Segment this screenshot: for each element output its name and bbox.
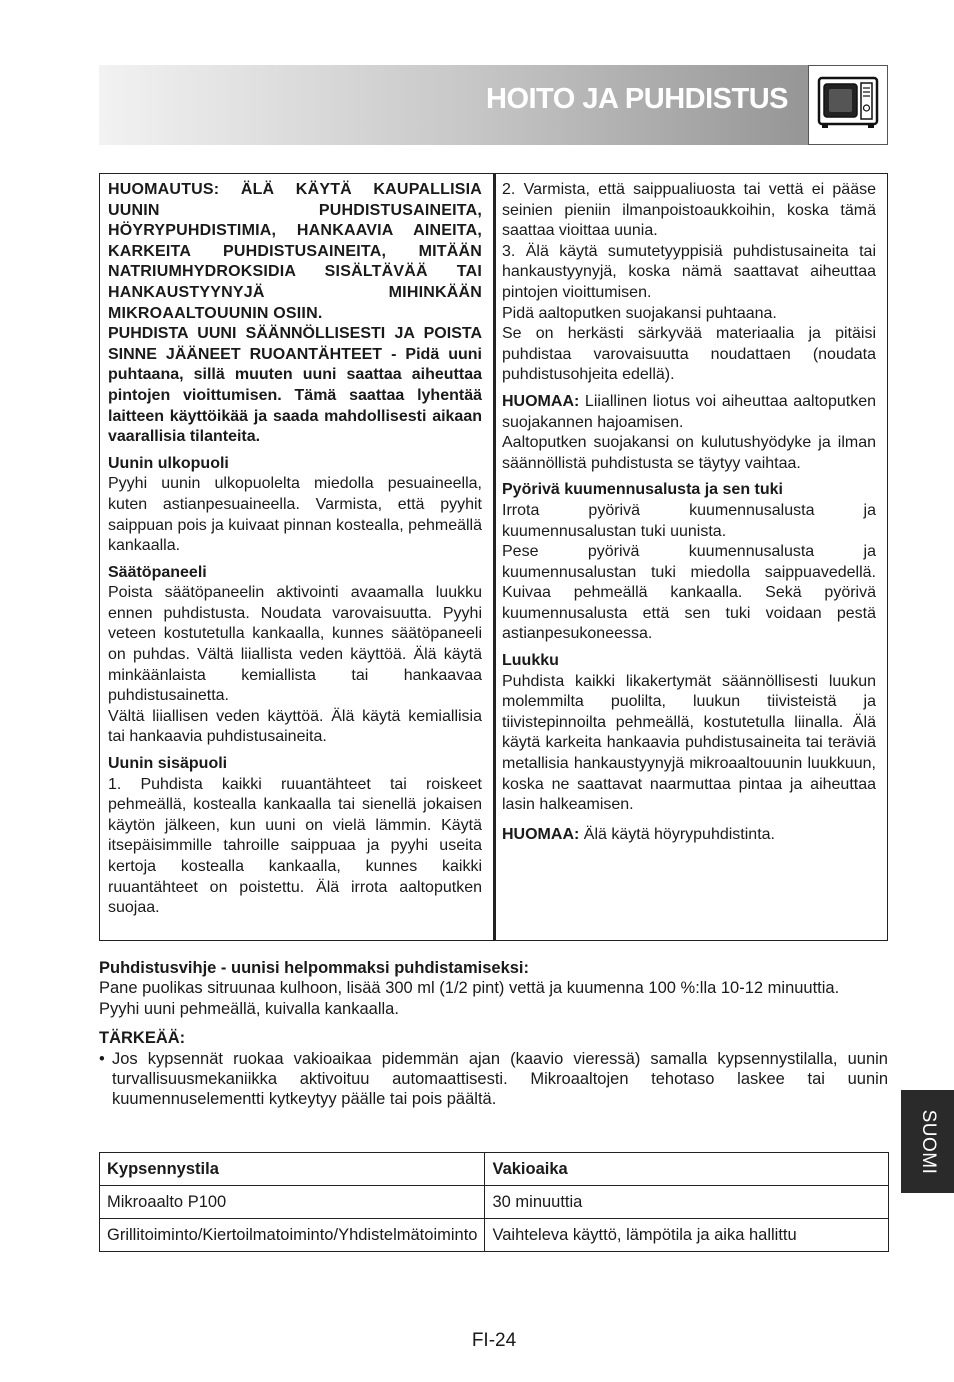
table-row: [100, 1219, 889, 1252]
note-cover-consumable: Aaltoputken suojakansi on kulutushyödyke ja ilman säännöllistä puhdistusta se täytyy vaihtaa.: [502, 434, 876, 472]
left-column: [108, 180, 482, 919]
table-header-mode: Kypsennystila: [100, 1153, 485, 1186]
note-label: HUOMAA:: [502, 825, 580, 843]
door-text: Puhdista kaikki likakertymät säännöllisesti luukun molemmilta puolilta, luukun tiivisteistä ja tiivistepinnoilta pehmeällä, kostutetulla liinalla. Älä käytä karkeita hankaavia puhdistusaineita tai teräviä metallisia hankaustyynyjä mikroaaltouunin luukkuun, koska ne saattavat naarmuttaa pintaa ja aiheuttaa lasin halkeamisen.: [502, 672, 876, 814]
table-row: [100, 1186, 889, 1219]
page-title: HOITO JA PUHDISTUS: [486, 83, 788, 115]
important-bullet-item: [99, 1049, 888, 1110]
cleaning-tip-section: [99, 958, 888, 1110]
interior-text-2: 2. Varmista, että saippualiuosta tai vettä ei pääse seinien pieniin ilmanpoistoaukkoihin, koska tämä saattaa vioittaa uunia.: [502, 181, 876, 240]
interior-text-4: Pidä aaltoputken suojakansi puhtaana.: [502, 304, 777, 322]
cooking-mode-table: [99, 1152, 889, 1252]
note-label: HUOMAA:: [502, 392, 580, 410]
column-divider: [493, 174, 496, 940]
note-soaking: [502, 392, 876, 433]
turntable-text-1: Irrota pyörivä kuumennusalusta ja kuumennusalustan tuki uunista.: [502, 501, 876, 540]
section-title-control-panel: Säätöpaneeli: [108, 563, 207, 581]
tip-title: Puhdistusvihje - uunisi helpommaksi puhdistamiseksi:: [99, 959, 530, 977]
tip-text-2: Pyyhi uuni pehmeällä, kuivalla kankaalla.: [99, 999, 399, 1018]
cleaning-instructions-box: [99, 173, 888, 941]
control-panel-text-1: Poista säätöpaneelin aktivointi avaamalla luukku ennen puhdistusta. Noudata varovaisuutta. Pyyhi veteen kostutetulla kankaalla, kunnes säätöpaneeli on puhdas. Vältä liiallista veden käyttöä. Älä käytä minkäänlaista kemiallista tai hankaavaa puhdistusainetta.: [108, 584, 482, 705]
interior-text-5: Se on herkästi särkyvää materiaalia ja pitäisi puhdistaa varovaisuutta noudattaen (noudata puhdistusohjeita edellä).: [502, 325, 876, 384]
interior-text-1: 1. Puhdista kaikki ruuantähteet tai roiskeet pehmeällä, kostealla kankaalla tai sienellä jokaisen käytön jälkeen, kun uuni on vielä lämmin. Käytä itsepäisimmille tahroille saippuaa ja pyyhi useita kertoja kostealla kankaalla, kunnes kaikki ruuantähteet on poistettu. Älä irrota aaltoputken suojaa.: [108, 775, 482, 917]
section-title-turntable: Pyörivä kuumennusalusta ja sen tuki: [502, 481, 783, 499]
tip-text-1: Pane puolikas sitruunaa kulhoon, lisää 300 ml (1/2 pint) vettä ja kuumenna 100 %:lla 10-12 minuuttia.: [99, 979, 840, 998]
note-steam-cleaner: [502, 825, 876, 846]
page-number: FI-24: [471, 1330, 517, 1351]
table-header-row: [100, 1153, 889, 1186]
table-header-time: Vakioaika: [485, 1153, 889, 1186]
note-soaking-text: Liiallinen liotus voi aiheuttaa aaltoputken suojakannen hajoamisen.: [502, 392, 876, 431]
section-title-door: Luukku: [502, 652, 559, 670]
warning-clean-regularly: PUHDISTA UUNI SÄÄNNÖLLISESTI JA POISTA SINNE JÄÄNEET RUOANTÄHTEET - Pidä uuni puhtaana, sillä muuten uuni saattaa aiheuttaa pintojen vioittumisen. Tämä saattaa lyhentää laitteen käyttöikää ja saada mahdollisesti aikaan vaarallisia tilanteita.: [108, 325, 482, 446]
section-title-exterior: Uunin ulkopuoli: [108, 454, 229, 472]
page-header: [99, 65, 888, 145]
table-cell: Grillitoiminto/Kiertoilmatoiminto/Yhdistelmätoiminto: [100, 1219, 485, 1252]
section-title-interior: Uunin sisäpuoli: [108, 755, 228, 773]
turntable-text-2: Pese pyörivä kuumennusalusta ja kuumennusalustan tuki miedolla saippuavedellä. Kuivaa pehmeällä kankaalla. Sekä pyörivä kuumennusalusta että sen tuki voidaan pestä astianpesukoneessa.: [502, 543, 876, 643]
table-cell: Vaihteleva käyttö, lämpötila ja aika hallittu: [485, 1219, 889, 1252]
right-column: [502, 180, 876, 845]
bullet-dot: •: [99, 1049, 105, 1068]
exterior-text: Pyyhi uunin ulkopuolelta miedolla pesuaineella, kuten astianpesuaineella. Varmista, että pyyhit saippuan pois ja kuivaat pinnan kostealla, pehmeällä kankaalla.: [108, 475, 482, 555]
control-panel-text-2: Vältä liiallisen veden käyttöä. Älä käytä kemiallisia tai hankaavia puhdistusaineita.: [108, 707, 482, 746]
interior-text-3: 3. Älä käytä sumutetyyppisiä puhdistusaineita tai hankaustyynyjä, koska nämä saattavat aiheuttaa pintojen vioittumisen.: [502, 242, 876, 301]
language-tab: [901, 1090, 954, 1193]
warning-cleaners: HUOMAUTUS: ÄLÄ KÄYTÄ KAUPALLISIA UUNIN PUHDISTUSAINEITA, HÖYRYPUHDISTIMIA, HANKAAVIA AINEITA, KARKEITA PUHDISTUSAINEITA, MITÄÄN NATRIUMHYDROKSIDIA SISÄLTÄVÄÄ TAI HANKAUSTYYNYJÄ MIHINKÄÄN MIKROAALTOUUNIN OSIIN.: [108, 181, 482, 322]
important-title: TÄRKEÄÄ:: [99, 1029, 186, 1048]
table-cell: Mikroaalto P100: [100, 1186, 485, 1219]
microwave-icon: [808, 65, 888, 145]
language-tab-label: SUOMI: [917, 1109, 939, 1174]
important-text: Jos kypsennät ruokaa vakioaikaa pidemmän ajan (kaavio vieressä) samalla kypsennystilalla, uunin turvallisuusmekaniikka aktivoituu automaattisesti. Mikroaaltojen tehotaso laskee tai uunin kuumennuselementti kytkeytyy päälle tai pois päältä.: [112, 1049, 888, 1109]
note-steam-cleaner-text: Älä käytä höyrypuhdistinta.: [579, 825, 775, 843]
table-cell: 30 minuuttia: [485, 1186, 889, 1219]
